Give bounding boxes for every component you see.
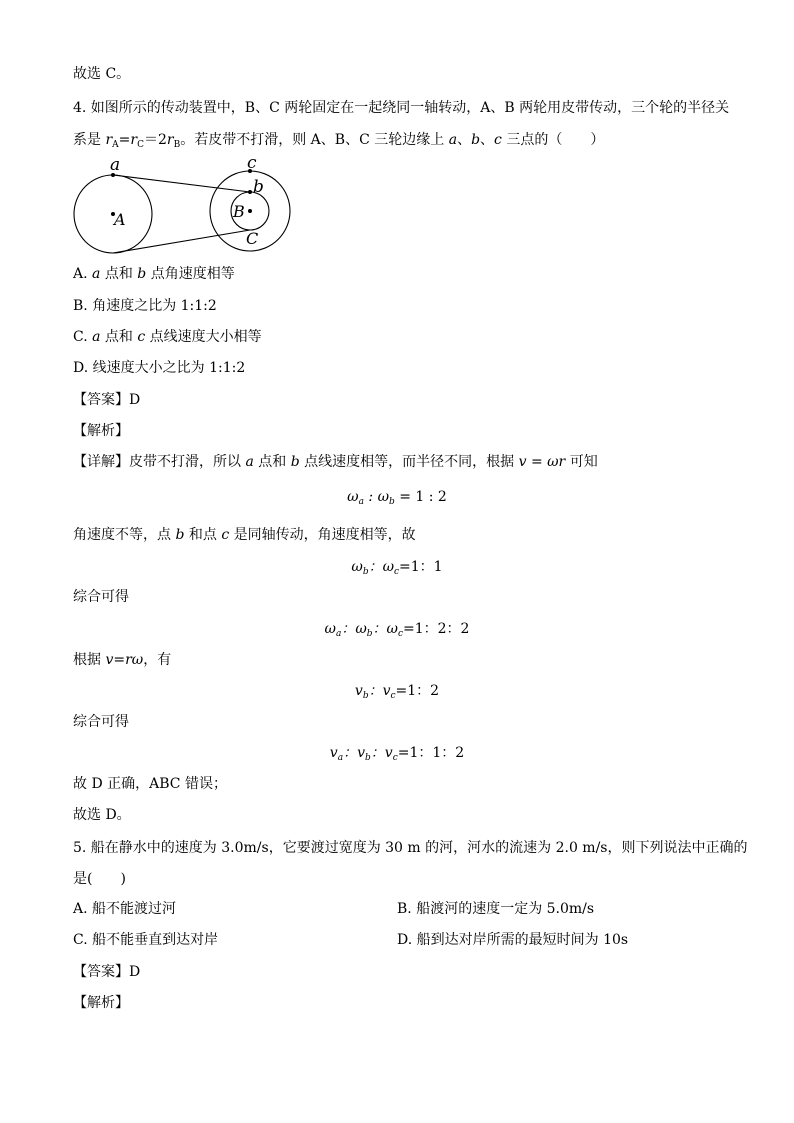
q4-detail-text-2: 点和 <box>253 454 291 470</box>
eq5-v: v <box>329 745 338 761</box>
point-b-dot <box>248 190 252 194</box>
q4-detail-a: a <box>245 454 254 470</box>
eq3-mid-1: ：ω <box>341 621 367 637</box>
eq4-end: =1：2 <box>395 683 440 699</box>
q5-stem-line-2: 是( ) <box>73 871 126 887</box>
q5-answer: 【答案】D <box>73 964 141 980</box>
q4-answer: 【答案】D <box>73 392 141 408</box>
q4-sub-b: B <box>173 140 181 150</box>
q4-sep: 、 <box>457 132 472 148</box>
combine-1: 综合可得 <box>73 589 129 605</box>
q4-option-b: B. 角速度之比为 1:1:2 <box>73 298 217 314</box>
eq5-mid-2: ：v <box>370 745 393 761</box>
q5-option-a: A. 船不能渡过河 <box>73 901 177 917</box>
line-v-pre: 根据 <box>73 652 106 668</box>
label-a: a <box>110 155 121 175</box>
eq4-sub-b: b <box>362 691 369 701</box>
eq3-sub-c: c <box>397 629 403 639</box>
q4-eq-sign: = <box>118 132 131 148</box>
label-C: C <box>246 229 259 248</box>
line-v-formula: v=rω <box>105 652 144 668</box>
eq4-sub-c: c <box>390 691 396 701</box>
eq5-mid-1: ：v <box>343 745 366 761</box>
eq2-sub-b: b <box>362 567 369 577</box>
eq5-end: =1：1：2 <box>397 745 465 761</box>
line2-c: c <box>221 527 230 543</box>
eq2-omega: ω <box>351 559 363 575</box>
q5-analysis-label: 【解析】 <box>73 995 129 1011</box>
label-c: c <box>247 153 257 173</box>
eq2-sub-c: c <box>394 567 400 577</box>
belt-top <box>113 175 250 192</box>
q4-conclusion-2: 故选 D。 <box>73 807 131 823</box>
belt-bottom <box>113 230 250 253</box>
eq3-sub-a: a <box>335 629 342 639</box>
q4-stem-line-2 <box>73 130 604 152</box>
q4-detail-b: b <box>290 454 300 470</box>
eq5-sub-b: b <box>365 753 371 763</box>
q4-r-symbol: r <box>105 132 113 148</box>
q5-option-d: D. 船到达对岸所需的最短时间为 10s <box>397 932 629 948</box>
eq3-end: =1：2：2 <box>403 621 470 637</box>
q4-r-symbol: r <box>166 132 174 148</box>
q4-point-c: c <box>494 132 502 148</box>
eq1-end: = 1 : 2 <box>394 489 447 505</box>
q4-sub-a: A <box>112 140 119 150</box>
center-b-dot <box>248 209 252 213</box>
q4-analysis-label: 【解析】 <box>73 423 129 439</box>
label-b: b <box>253 177 264 197</box>
combine-2: 综合可得 <box>73 714 129 730</box>
equation-2 <box>0 557 794 579</box>
q4-eq-sign-2: ＝2 <box>143 132 167 148</box>
eq3-sub-b: b <box>366 629 373 639</box>
equation-3 <box>0 619 794 641</box>
equation-4 <box>0 681 794 703</box>
q4-sep: 、 <box>480 132 495 148</box>
q4-detail-text: 【详解】皮带不打滑，所以 <box>73 454 246 470</box>
line2-text-e: 是同轴传动，角速度相等，故 <box>229 527 416 543</box>
q4-conclusion-1: 故 D 正确，ABC 错误； <box>73 776 227 792</box>
q4-point-a: a <box>448 132 458 148</box>
q4-detail-line <box>73 452 598 472</box>
eq2-end: =1：1 <box>399 559 443 575</box>
q4-stem-text: 。若皮带不打滑，则 A、B、C 三轮边缘上 <box>180 132 449 148</box>
q4-option-c <box>73 327 262 347</box>
q4-option-c-point-c: c <box>137 329 146 345</box>
eq3-omega: ω <box>324 621 336 637</box>
line2-text-a: 角速度不等，点 <box>73 527 176 543</box>
line-v-post: ，有 <box>143 652 172 668</box>
q4-option-c-prefix: C. <box>73 329 93 345</box>
q5-option-b: B. 船渡河的速度一定为 5.0m/s <box>397 901 595 917</box>
q4-point-b: b <box>471 132 481 148</box>
eq4-v: v <box>354 683 363 699</box>
prev-conclusion: 故选 C。 <box>73 66 131 82</box>
q4-option-d: D. 线速度大小之比为 1:1:2 <box>73 360 246 376</box>
q4-option-a-point-b: b <box>137 266 147 282</box>
q5-stem-line-1: 5. 船在静水中的速度为 3.0m/s，它要渡过宽度为 30 m 的河，河水的流速为 2.0 m/s，则下列说法中正确的 <box>73 840 748 856</box>
q4-option-a-point-a: a <box>92 266 101 282</box>
q4-detail-text-3: 点线速度相等，而半径不同，根据 <box>299 454 519 470</box>
equation-1 <box>0 487 794 509</box>
q4-option-a-text: 点角速度相等 <box>146 266 235 282</box>
line2-text-c: 和点 <box>184 527 222 543</box>
pulley-figure <box>70 152 300 257</box>
q4-stem-end: 三点的（ ） <box>501 132 605 148</box>
q4-option-c-point-a: a <box>92 329 101 345</box>
eq3-mid-2: ：ω <box>372 621 398 637</box>
eq4-mid: ：v <box>368 683 391 699</box>
eq5-sub-c: c <box>392 753 398 763</box>
q4-option-c-mid: 点和 <box>100 329 138 345</box>
q4-stem-text: 系是 <box>73 132 106 148</box>
q4-r-symbol: r <box>130 132 138 148</box>
eq1-sub-a: a <box>358 497 364 507</box>
eq1-mid: : ω <box>363 489 389 505</box>
q4-stem-line-1: 4. 如图所示的传动装置中，B、C 两轮固定在一起绕同一轴转动，A、B 两轮用皮带传动，三个轮的半径关 <box>73 100 730 116</box>
q5-option-c: C. 船不能垂直到达对岸 <box>73 932 219 948</box>
eq1-sub-b: b <box>389 497 395 507</box>
label-A: A <box>114 210 126 229</box>
q4-sub-c: C <box>137 140 144 150</box>
q4-option-c-text: 点线速度大小相等 <box>145 329 262 345</box>
label-B: B <box>233 202 245 221</box>
eq5-sub-a: a <box>337 753 344 763</box>
q4-line-v <box>73 650 171 670</box>
line2-b: b <box>175 527 185 543</box>
q4-option-a <box>73 264 235 284</box>
eq2-mid: ：ω <box>368 559 394 575</box>
q4-line-2 <box>73 525 416 545</box>
equation-5 <box>0 743 794 765</box>
eq1-omega: ω <box>347 489 359 505</box>
q4-detail-formula: v = ωr <box>518 454 566 470</box>
q4-option-a-mid: 点和 <box>100 266 138 282</box>
q4-detail-text-4: 可知 <box>565 454 598 470</box>
q4-option-a-prefix: A. <box>73 266 93 282</box>
